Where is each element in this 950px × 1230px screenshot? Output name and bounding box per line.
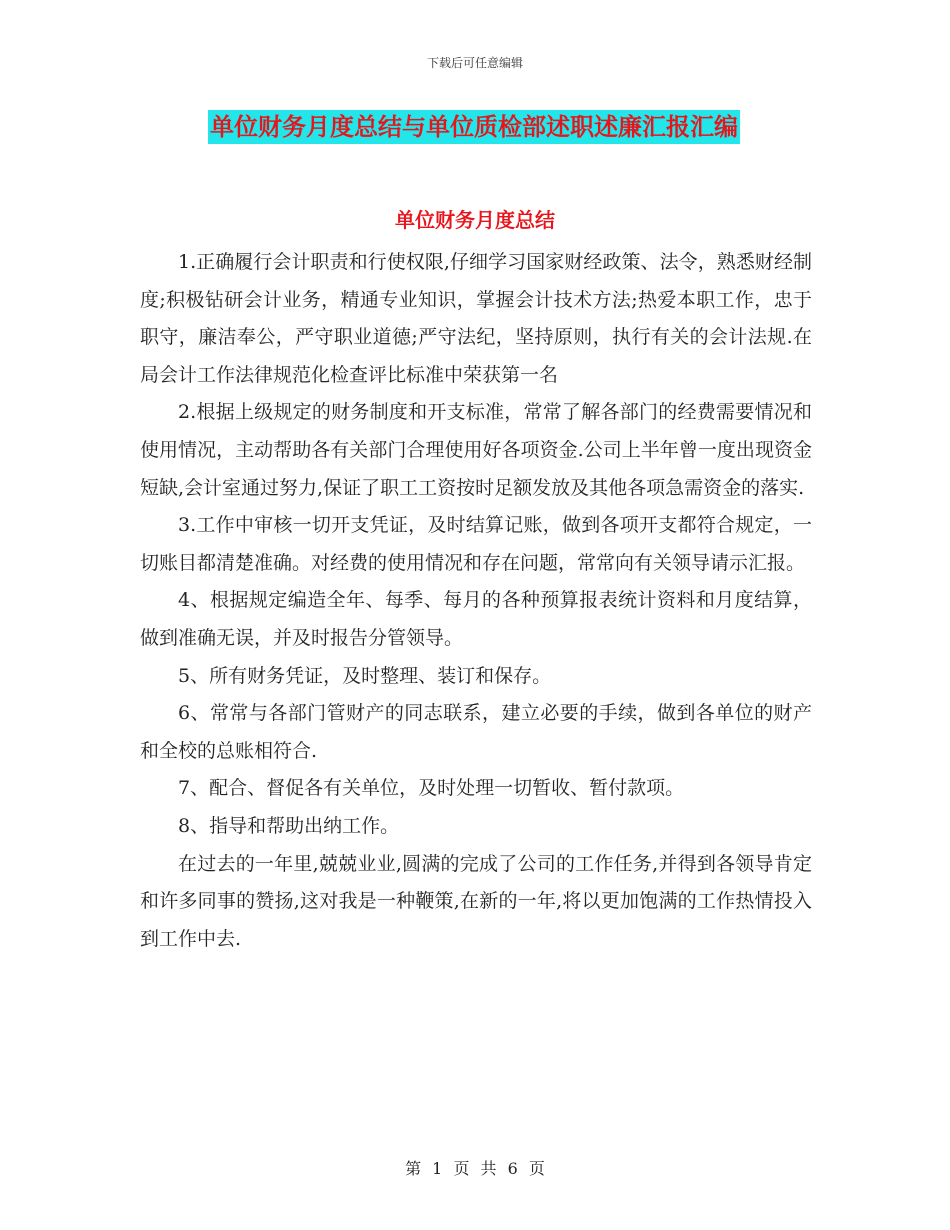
paragraph-1: 1.正确履行会计职责和行使权限,仔细学习国家财经政策、法令，熟悉财经制度;积极钻研会计业务，精通专业知识，掌握会计技术方法;热爱本职工作，忠于职守，廉洁奉公，严守职业道德;严守法纪，坚持原则，执行有关的会计法规.在局会计工作法律规范化检查评比标准中荣获第一名 [140, 251, 812, 386]
paragraph-6: 6、常常与各部门管财产的同志联系，建立必要的手续，做到各单位的财产和全校的总账相符合. [140, 702, 812, 762]
document-title: 单位财务月度总结与单位质检部述职述廉汇报汇编 [208, 110, 740, 144]
body-text [140, 244, 812, 958]
paragraph-5: 5、所有财务凭证，及时整理、装订和保存。 [178, 664, 552, 687]
page-footer: 第 1 页 共 6 页 [405, 1159, 545, 1178]
paragraph-3: 3.工作中审核一切开支凭证，及时结算记账，做到各项开支都符合规定，一切账目都清楚准确。对经费的使用情况和存在问题，常常向有关领导请示汇报。 [140, 514, 812, 574]
paragraph-2: 2.根据上级规定的财务制度和开支标准，常常了解各部门的经费需要情况和使用情况，主动帮助各有关部门合理使用好各项资金.公司上半年曾一度出现资金短缺,会计室通过努力,保证了职工工资按时足额发放及其他各项急需资金的落实. [140, 401, 812, 499]
paragraph-8: 8、指导和帮助出纳工作。 [178, 814, 400, 837]
paragraph-7: 7、配合、督促各有关单位，及时处理一切暂收、暂付款项。 [178, 777, 685, 800]
paragraph-4: 4、根据规定编造全年、每季、每月的各种预算报表统计资料和月度结算，做到准确无误，并及时报告分管领导。 [140, 589, 812, 649]
header-note: 下载后可任意编辑 [426, 56, 523, 70]
paragraph-9: 在过去的一年里,兢兢业业,圆满的完成了公司的工作任务,并得到各领导肯定和许多同事的赞扬,这对我是一种鞭策,在新的一年,将以更加饱满的工作热情投入到工作中去. [140, 852, 812, 950]
section-title: 单位财务月度总结 [395, 208, 555, 232]
